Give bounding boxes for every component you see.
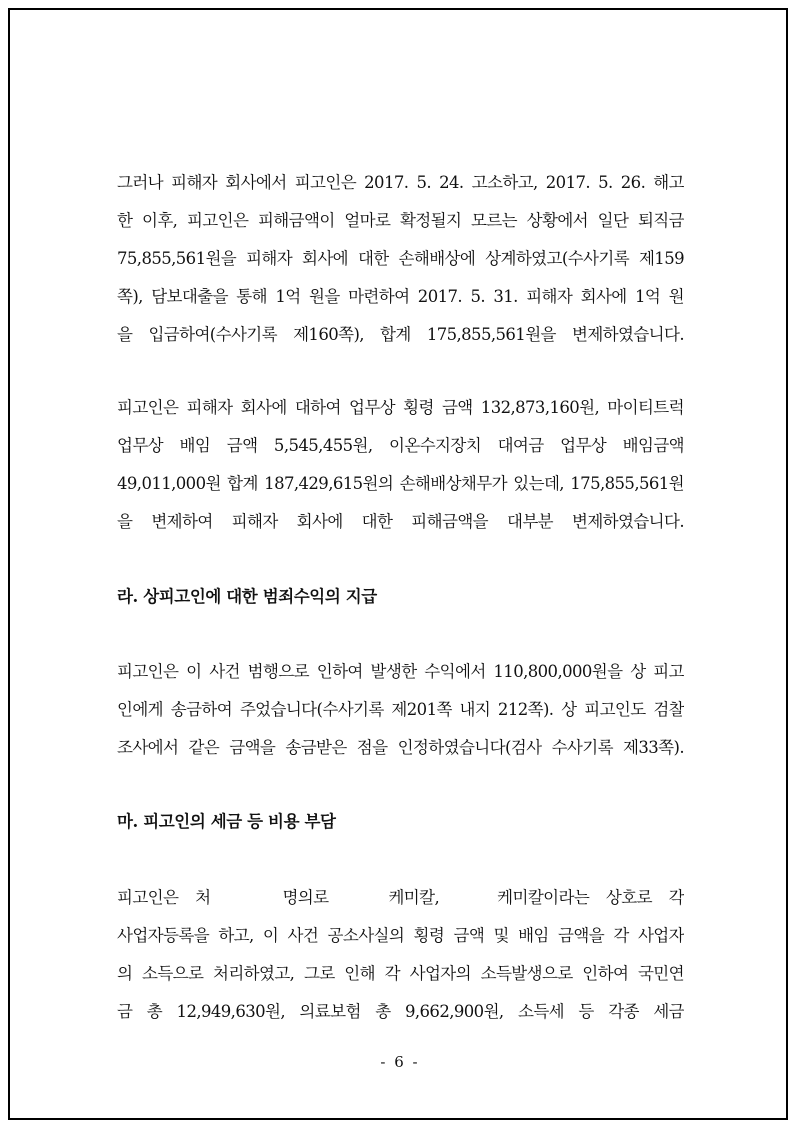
text-line: 을 변제하여 피해자 회사에 대한 피해금액을 대부분 변제하였습니다. [117,512,684,531]
text-line: 조사에서 같은 금액을 송금받은 점을 인정하였습니다(검사 수사기록 제33쪽). [117,738,684,757]
text-line: 피고인은 피해자 회사에 대하여 업무상 횡령 금액 132,873,160원, 마이티트럭 [117,398,684,417]
text-line: 피고인은 이 사건 범행으로 인하여 발생한 수익에서 110,800,000원을 상 피고 [117,662,684,681]
text-line: 금 총 12,949,630원, 의료보험 총 9,662,900원, 소득세 등 각종 세금 [117,1002,684,1021]
section-heading-ra: 라. 상피고인에 대한 범죄수익의 지급 [117,587,377,606]
paragraph-damages [117,389,684,541]
text-line: 그러나 피해자 회사에서 피고인은 2017. 5. 24. 고소하고, 2017. 5. 26. 해고 [117,173,684,192]
text-line: 75,855,561원을 피해자 회사에 대한 손해배상에 상계하였고(수사기록 제159 [117,249,684,268]
page-number: - 6 - [380,1053,420,1071]
text-line: 쪽), 담보대출을 통해 1억 원을 마련하여 2017. 5. 31. 피해자 회사에 1억 원 [117,287,684,306]
section-heading-ma: 마. 피고인의 세금 등 비용 부담 [117,812,336,831]
text-line: 사업자등록을 하고, 이 사건 공소사실의 횡령 금액 및 배임 금액을 각 사업자 [117,926,684,945]
paragraph-tax-burden [117,879,684,1031]
text-fragment: 케미칼, [388,888,440,907]
text-line: 49,011,000원 합계 187,429,615원의 손해배상채무가 있는데, 175,855,561원 [117,474,684,493]
text-fragment: 피고인은 처 [117,888,211,907]
text-line-redacted [117,879,684,917]
text-line: 한 이후, 피고인은 피해금액이 얼마로 확정될지 모르는 상황에서 일단 퇴직금 [117,211,684,230]
text-fragment: 케미칼이라는 상호로 각 [497,888,684,907]
paragraph-repayment [117,164,684,354]
text-line: 의 소득으로 처리하였고, 그로 인해 각 사업자의 소득발생으로 인하여 국민연 [117,964,684,983]
text-fragment: 명의로 [282,888,329,907]
document-body [117,164,684,1031]
text-line: 인에게 송금하여 주었습니다(수사기록 제201쪽 내지 212쪽). 상 피고인도 검찰 [117,700,684,719]
text-line: 업무상 배임 금액 5,545,455원, 이온수지장치 대여금 업무상 배임금액 [117,436,684,455]
text-line: 을 입금하여(수사기록 제160쪽), 합계 175,855,561원을 변제하였습니다. [117,325,684,344]
paragraph-criminal-proceeds [117,653,684,767]
